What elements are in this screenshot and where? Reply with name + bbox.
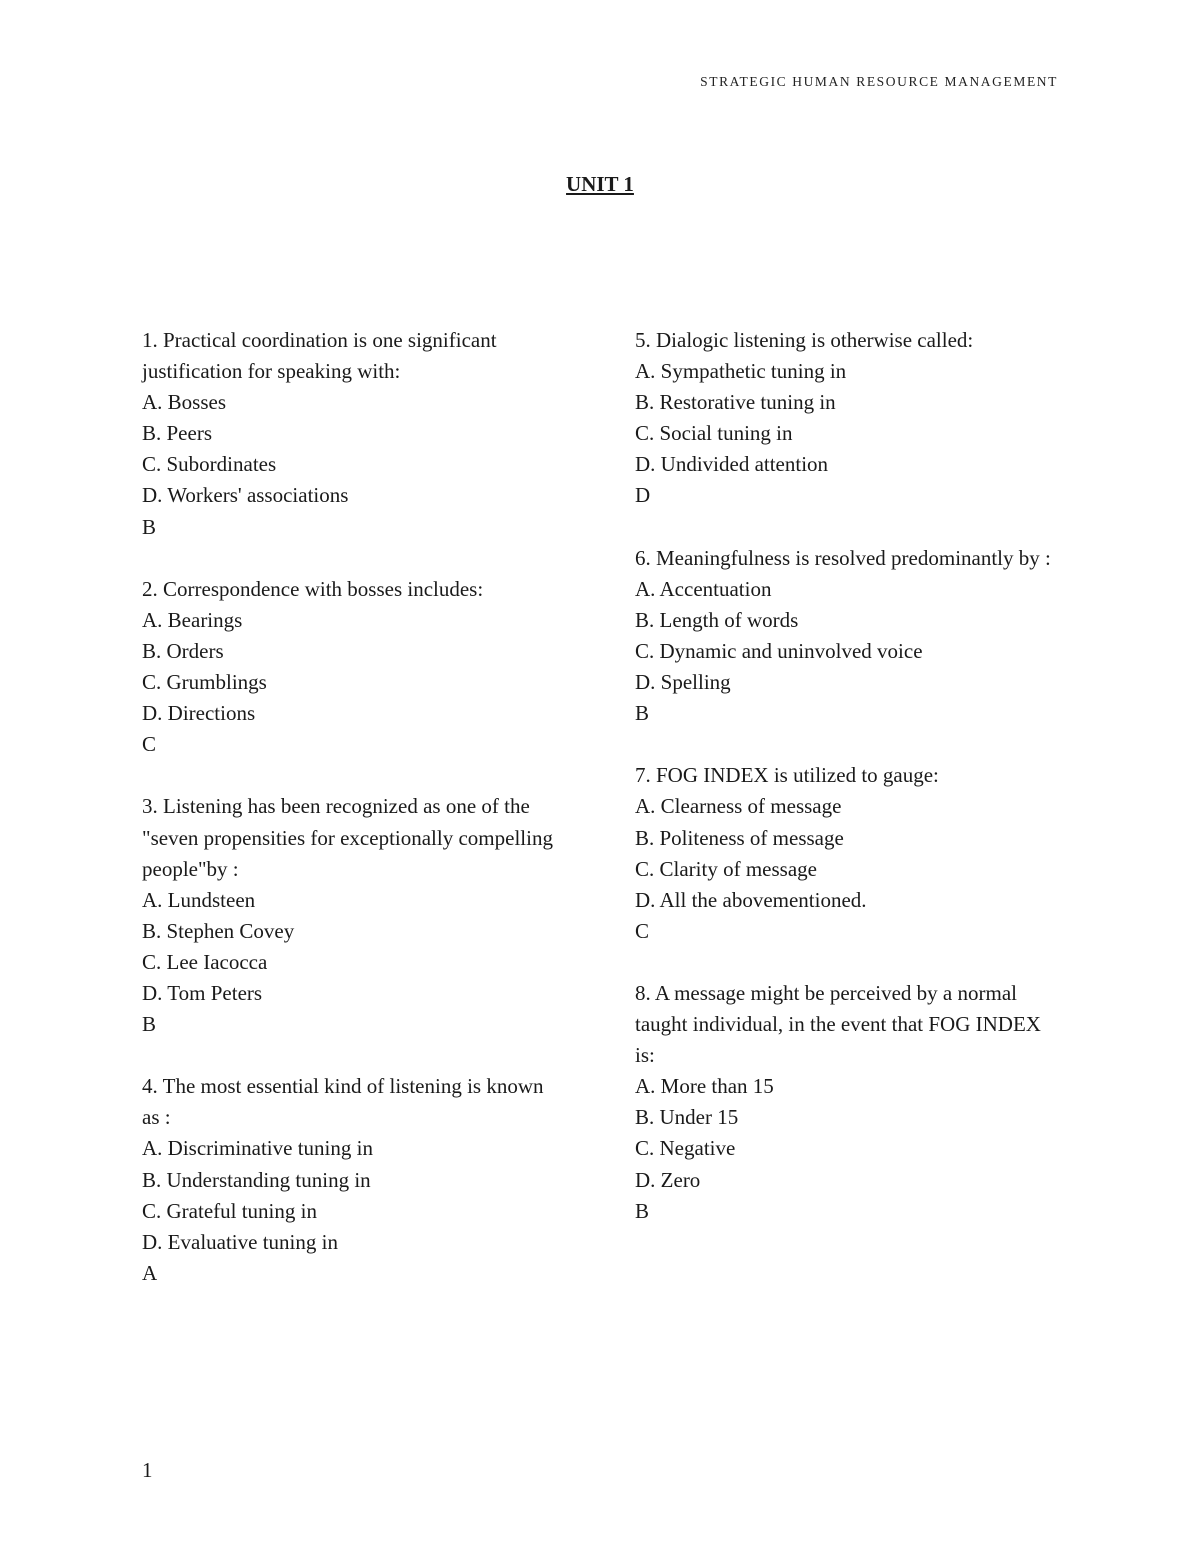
option-a: A. Accentuation bbox=[635, 576, 772, 601]
option-b: B. Politeness of message bbox=[635, 825, 844, 850]
question-stem: 5. Dialogic listening is otherwise called: bbox=[635, 328, 974, 352]
option-a: A. Bosses bbox=[142, 390, 227, 415]
question-stem: 2. Correspondence with bosses includes: bbox=[142, 576, 484, 601]
option-c: C. Lee Iacocca bbox=[142, 949, 268, 974]
answer: B bbox=[635, 1198, 650, 1223]
option-d: D. All the abovementioned. bbox=[635, 887, 867, 912]
question-stem: 3. Listening has been recognized as one of the "seven propensities for exceptionally compelling people"by : bbox=[142, 794, 559, 881]
question-3 bbox=[142, 791, 562, 1040]
option-a: A. Lundsteen bbox=[142, 887, 256, 912]
option-b: B. Peers bbox=[142, 421, 212, 446]
answer: A bbox=[142, 1260, 158, 1285]
option-d: D. Undivided attention bbox=[635, 452, 829, 477]
question-1 bbox=[142, 325, 562, 543]
option-b: B. Under 15 bbox=[635, 1105, 739, 1130]
option-b: B. Restorative tuning in bbox=[635, 390, 836, 415]
right-question-column bbox=[635, 325, 1055, 1258]
option-d: D. Spelling bbox=[635, 670, 731, 695]
question-stem: 7. FOG INDEX is utilized to gauge: bbox=[635, 763, 939, 788]
option-d: D. Workers' associations bbox=[142, 483, 349, 508]
answer: B bbox=[635, 701, 650, 726]
question-stem: 4. The most essential kind of listening is known as : bbox=[142, 1074, 549, 1130]
question-2 bbox=[142, 574, 562, 761]
question-stem: 6. Meaningfulness is resolved predominantly by : bbox=[635, 545, 1051, 570]
option-d: D. Tom Peters bbox=[142, 980, 263, 1005]
answer: B bbox=[142, 514, 157, 539]
unit-title: UNIT 1 bbox=[566, 172, 634, 196]
option-c: C. Negative bbox=[635, 1136, 736, 1161]
question-5 bbox=[635, 325, 1055, 512]
option-b: B. Understanding tuning in bbox=[142, 1167, 371, 1192]
option-a: A. More than 15 bbox=[635, 1074, 774, 1099]
running-header: STRATEGIC HUMAN RESOURCE MANAGEMENT bbox=[700, 74, 1058, 89]
question-6 bbox=[635, 543, 1055, 730]
question-8 bbox=[635, 978, 1055, 1227]
option-d: D. Zero bbox=[635, 1167, 701, 1192]
question-4 bbox=[142, 1071, 562, 1289]
page-number: 1 bbox=[142, 1458, 153, 1482]
option-d: D. Evaluative tuning in bbox=[142, 1229, 338, 1254]
option-b: B. Orders bbox=[142, 638, 224, 663]
question-7 bbox=[635, 760, 1055, 947]
option-a: A. Sympathetic tuning in bbox=[635, 359, 847, 384]
option-c: C. Social tuning in bbox=[635, 421, 793, 446]
option-d: D. Directions bbox=[142, 701, 256, 726]
option-b: B. Stephen Covey bbox=[142, 918, 295, 943]
option-b: B. Length of words bbox=[635, 607, 799, 632]
option-a: A. Clearness of message bbox=[635, 794, 842, 819]
question-stem: 8. A message might be perceived by a normal taught individual, in the event that FOG INDEX is: bbox=[635, 980, 1047, 1068]
option-a: A. Discriminative tuning in bbox=[142, 1136, 373, 1161]
option-c: C. Grateful tuning in bbox=[142, 1198, 317, 1223]
option-c: C. Clarity of message bbox=[635, 856, 817, 881]
option-c: C. Dynamic and uninvolved voice bbox=[635, 638, 923, 663]
answer: D bbox=[635, 483, 651, 508]
option-c: C. Subordinates bbox=[142, 452, 277, 477]
question-stem: 1. Practical coordination is one significant justification for speaking with: bbox=[142, 328, 502, 384]
answer: C bbox=[635, 918, 650, 943]
left-question-column bbox=[142, 325, 562, 1320]
answer: C bbox=[142, 732, 157, 757]
option-c: C. Grumblings bbox=[142, 670, 267, 695]
option-a: A. Bearings bbox=[142, 607, 243, 632]
answer: B bbox=[142, 1012, 157, 1037]
